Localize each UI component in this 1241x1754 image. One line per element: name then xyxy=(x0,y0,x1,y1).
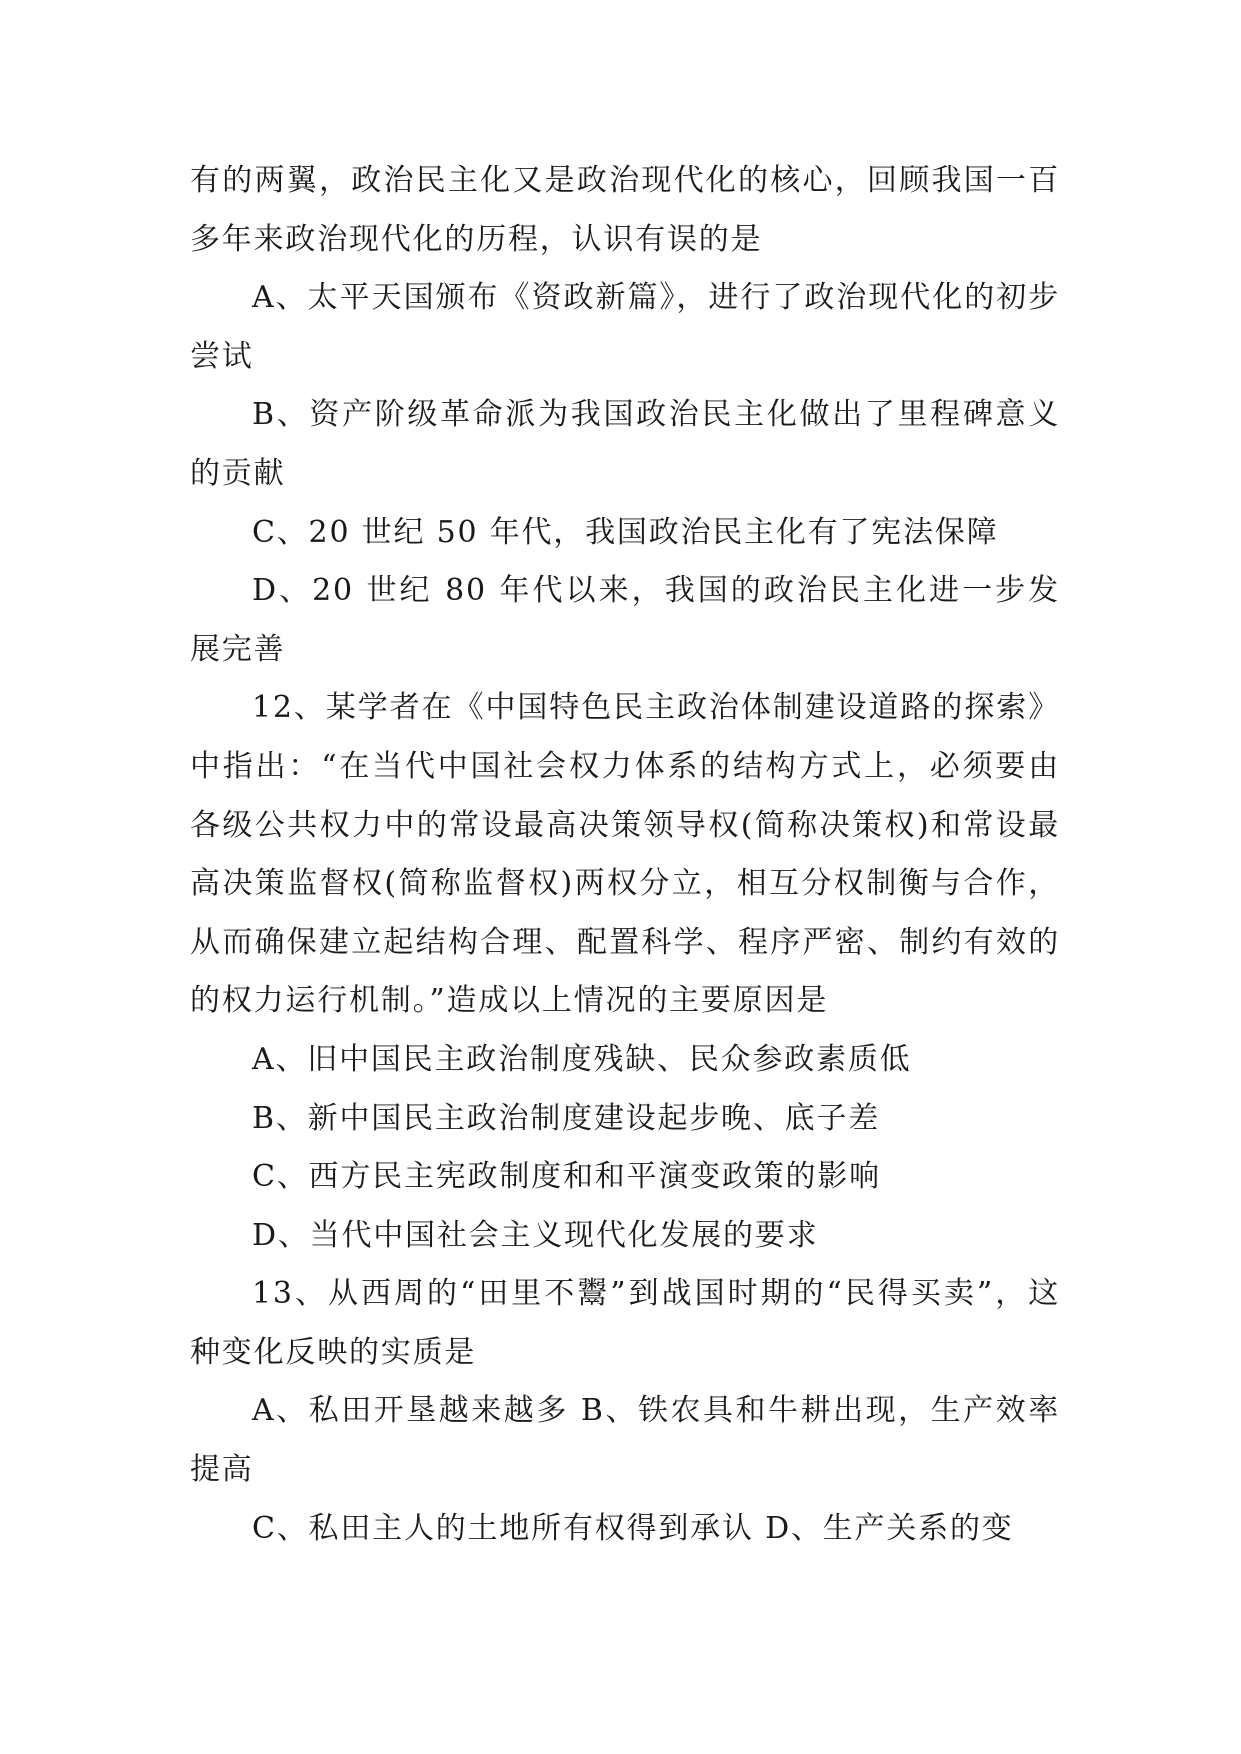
q12-option-c: C、西方民主宪政制度和和平演变政策的影响 xyxy=(252,1159,881,1195)
document-body xyxy=(190,152,1060,1558)
q11-option-c: C、20 世纪 50 年代，我国政治民主化有了宪法保障 xyxy=(252,514,999,550)
q12-stem: 12、某学者在《中国特色民主政治体制建设道路的探索》中指出：“在当代中国社会权力体系的结构方式上，必须要由各级公共权力中的常设最高决策领导权(简称决策权)和常设最高决策监督权(简称监督权)两权分立，相互分权制衡与合作，从而确保建立起结构合理、配置科学、程序严密、制约有效的的权力运行机制。”造成以上情况的主要原因是 xyxy=(190,690,1060,1019)
q12-option-d: D、当代中国社会主义现代化发展的要求 xyxy=(252,1217,819,1253)
q11-option-a: A、太平天国颁布《资政新篇》，进行了政治现代化的初步尝试 xyxy=(190,280,1060,374)
q12-option-a: A、旧中国民主政治制度残缺、民众参政素质低 xyxy=(252,1041,912,1077)
q13-stem: 13、从西周的“田里不鬻”到战国时期的“民得买卖”，这种变化反映的实质是 xyxy=(190,1276,1060,1370)
q13-options-a-b: A、私田开垦越来越多 B、铁农具和牛耕出现，生产效率提高 xyxy=(190,1393,1060,1488)
q13-options-c-d: C、私田主人的土地所有权得到承认 D、生产关系的变 xyxy=(252,1510,1014,1546)
q11-option-d: D、20 世纪 80 年代以来，我国的政治民主化进一步发展完善 xyxy=(190,573,1060,667)
q11-option-b: B、资产阶级革命派为我国政治民主化做出了里程碑意义的贡献 xyxy=(190,397,1060,491)
q11-stem-continued: 有的两翼，政治民主化又是政治现代化的核心，回顾我国一百多年来政治现代化的历程，认识有误的是 xyxy=(190,163,1060,257)
q12-option-b: B、新中国民主政治制度建设起步晚、底子差 xyxy=(252,1100,881,1136)
